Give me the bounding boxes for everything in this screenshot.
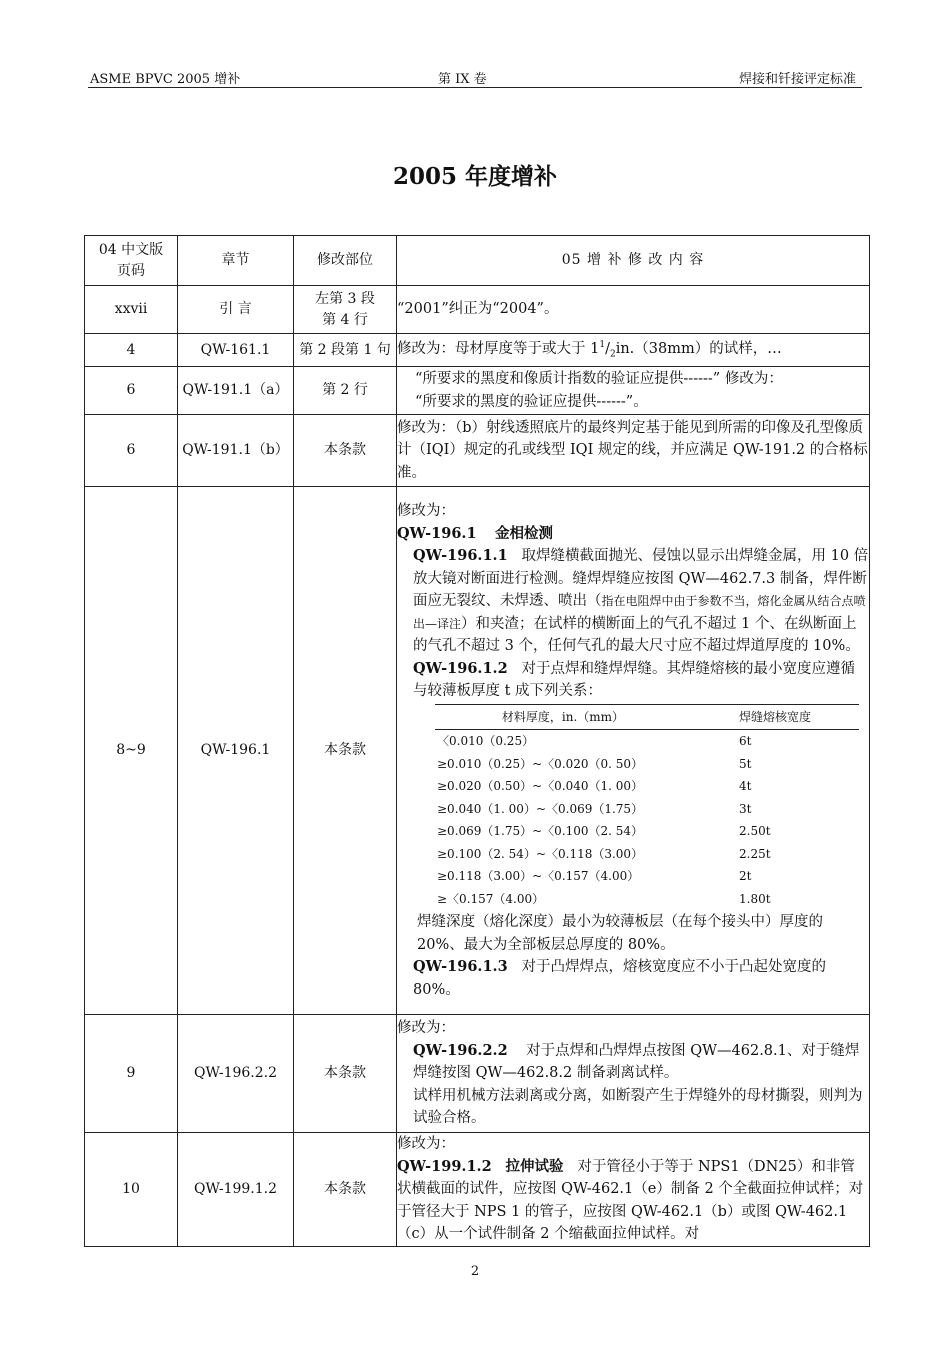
- column-header-section: 章节: [178, 236, 294, 286]
- content-cell: [397, 367, 870, 415]
- amendment-table: [84, 235, 870, 1247]
- content-line: “所要求的黑度的验证应提供------”。: [415, 393, 648, 410]
- sub-table-row: ≥〈0.157（4.00） 1.80t: [437, 891, 771, 906]
- clause-paragraph: QW-196.2.2 对于点焊和凸焊焊点按图 QW—462.8.1、对于缝焊焊缝按图 QW—462.8.2 制备剥离试样。: [413, 1041, 860, 1082]
- content-cell: 修改为：母材厚度等于或大于 $1^1/_2in.(38mm)$的试样，…: [397, 334, 870, 367]
- header-center: 第 IX 卷: [438, 72, 487, 87]
- content-cell: “2001”纠正为“2004”。: [397, 286, 870, 334]
- section-cell: QW-196.2.2: [178, 1015, 294, 1133]
- content-intro: 修改为：: [397, 503, 455, 520]
- clause-paragraph: QW-196.1.3 对于凸焊焊点，熔核宽度应不小于凸起处宽度的 80%。: [413, 958, 827, 998]
- section-cell: QW-191.1（b）: [178, 415, 294, 487]
- page-cell: 6: [85, 367, 178, 415]
- table-row: [85, 334, 870, 367]
- clause-paragraph: 试样用机械方法剥离或分离，如断裂产生于焊缝外的母材撕裂，则判为试验合格。: [413, 1087, 863, 1127]
- column-header-page: 04 中文版页码: [85, 236, 178, 286]
- sub-table-row: ≥0.040（1. 00）~〈0.069（1.75） 3t: [437, 801, 752, 816]
- clause-paragraph: QW-196.1.1 取焊缝横截面抛光、侵蚀以显示出焊缝金属，用 10 倍放大镜对断面进行检测。缝焊焊缝应按图 QW—462.7.3 制备，焊件断面应无裂纹、未焊透、喷出（指在电阻焊中由于参数不当，熔化金属从结合点喷出—译注）和夹渣；在试样的横断面上的气孔不超过 1 个、在纵断面上的气孔不超过 3 个，任何气孔的最大尺寸应不超过焊道厚度的 10%。: [413, 547, 869, 655]
- location-cell: 本条款: [294, 415, 397, 487]
- location-cell: 本条款: [294, 1133, 397, 1247]
- sub-table-row: ≥0.010（0.25）~〈0.020（0. 50） 5t: [437, 756, 752, 771]
- section-cell: QW-199.1.2: [178, 1133, 294, 1247]
- clause-heading: QW-196.1 金相检测: [397, 524, 553, 542]
- sub-table-row: ≥0.020（0.50）~〈0.040（1. 00） 4t: [437, 779, 752, 794]
- sub-table-header: [435, 704, 859, 730]
- page-title: 2005 年度增补: [392, 163, 558, 190]
- table-row: [85, 1133, 870, 1247]
- section-cell: 引 言: [178, 286, 294, 334]
- section-cell: QW-196.1: [178, 487, 294, 1015]
- location-cell: 本条款: [294, 487, 397, 1015]
- page-cell: 8~9: [85, 487, 178, 1015]
- content-intro: 修改为：: [397, 1136, 455, 1153]
- table-row: [85, 1015, 870, 1133]
- location-cell: 第 2 段第 1 句: [294, 334, 397, 367]
- column-header-location: 修改部位: [294, 236, 397, 286]
- clause-paragraph: QW-199.1.2 拉伸试验 对于管径小于等于 NPS1（DN25）和非管状横截面的试件，应按图 QW-462.1（e）制备 2 个全截面拉伸试样；对于管径大于 NPS 1 的管子，应按图 QW-462.1（b）或图 QW-462.1（c）从一个试件制备 2 个缩截面拉伸试样。对: [397, 1157, 864, 1243]
- clause-paragraph: QW-196.1.2 对于点焊和缝焊焊缝。其焊缝熔核的最小宽度应遵循与较薄板厚度 t 成下列关系：: [413, 659, 856, 700]
- sub-table-row: ≥0.118（3.00）~〈0.157（4.00） 2t: [437, 869, 752, 884]
- sub-table-header-width: 焊缝熔核宽度: [691, 704, 859, 730]
- page-cell: 4: [85, 334, 178, 367]
- page-number: 2: [470, 1264, 480, 1279]
- location-cell: 第 2 行: [294, 367, 397, 415]
- page-cell: 6: [85, 415, 178, 487]
- table-row: [85, 286, 870, 334]
- header-left: ASME BPVC 2005 增补: [90, 72, 241, 87]
- content-cell: [397, 1133, 870, 1247]
- table-header-row: [85, 236, 870, 286]
- location-cell: 本条款: [294, 1015, 397, 1133]
- column-header-content: 05 增 补 修 改 内 容: [397, 236, 870, 286]
- content-cell: 修改为：（b）射线透照底片的最终判定基于能见到所需的印像及孔型像质计（IQI）规定的孔或线型 IQI 规定的线，并应满足 QW-191.2 的合格标准。: [397, 415, 870, 487]
- sub-table-row: 〈0.010（0.25） 6t: [437, 734, 752, 749]
- header-right: 焊接和钎接评定标准: [738, 72, 856, 87]
- page-cell: xxvii: [85, 286, 178, 334]
- content-line: “所要求的黑度和像质计指数的验证应提供------” 修改为：: [415, 371, 783, 388]
- table-row: [85, 367, 870, 415]
- clause-paragraph: 焊缝深度（熔化深度）最小为较薄板层（在每个接头中）厚度的 20%、最大为全部板层总厚度的 80%。: [417, 914, 823, 953]
- section-cell: QW-161.1: [178, 334, 294, 367]
- page-header: [88, 67, 862, 88]
- page-cell: 10: [85, 1133, 178, 1247]
- translator-note: 指在电阻焊中由于参数不当，熔化金属从结合点喷出—译注: [413, 594, 866, 631]
- sub-table-header-thickness: 材料厚度，in.（mm）: [435, 704, 691, 730]
- sub-table-row: ≥0.069（1.75）~〈0.100（2. 54） 2.50t: [437, 824, 771, 839]
- page-cell: 9: [85, 1015, 178, 1133]
- table-row: [85, 487, 870, 1015]
- sub-table-row: ≥0.100（2. 54）~〈0.118（3.00） 2.25t: [437, 846, 771, 861]
- content-intro: 修改为：: [397, 1020, 455, 1037]
- nugget-width-table: [435, 704, 859, 911]
- content-cell: [397, 487, 870, 1015]
- location-cell: 左第 3 段第 4 行: [294, 286, 397, 334]
- content-cell: [397, 1015, 870, 1133]
- section-cell: QW-191.1（a）: [178, 367, 294, 415]
- table-row: [85, 415, 870, 487]
